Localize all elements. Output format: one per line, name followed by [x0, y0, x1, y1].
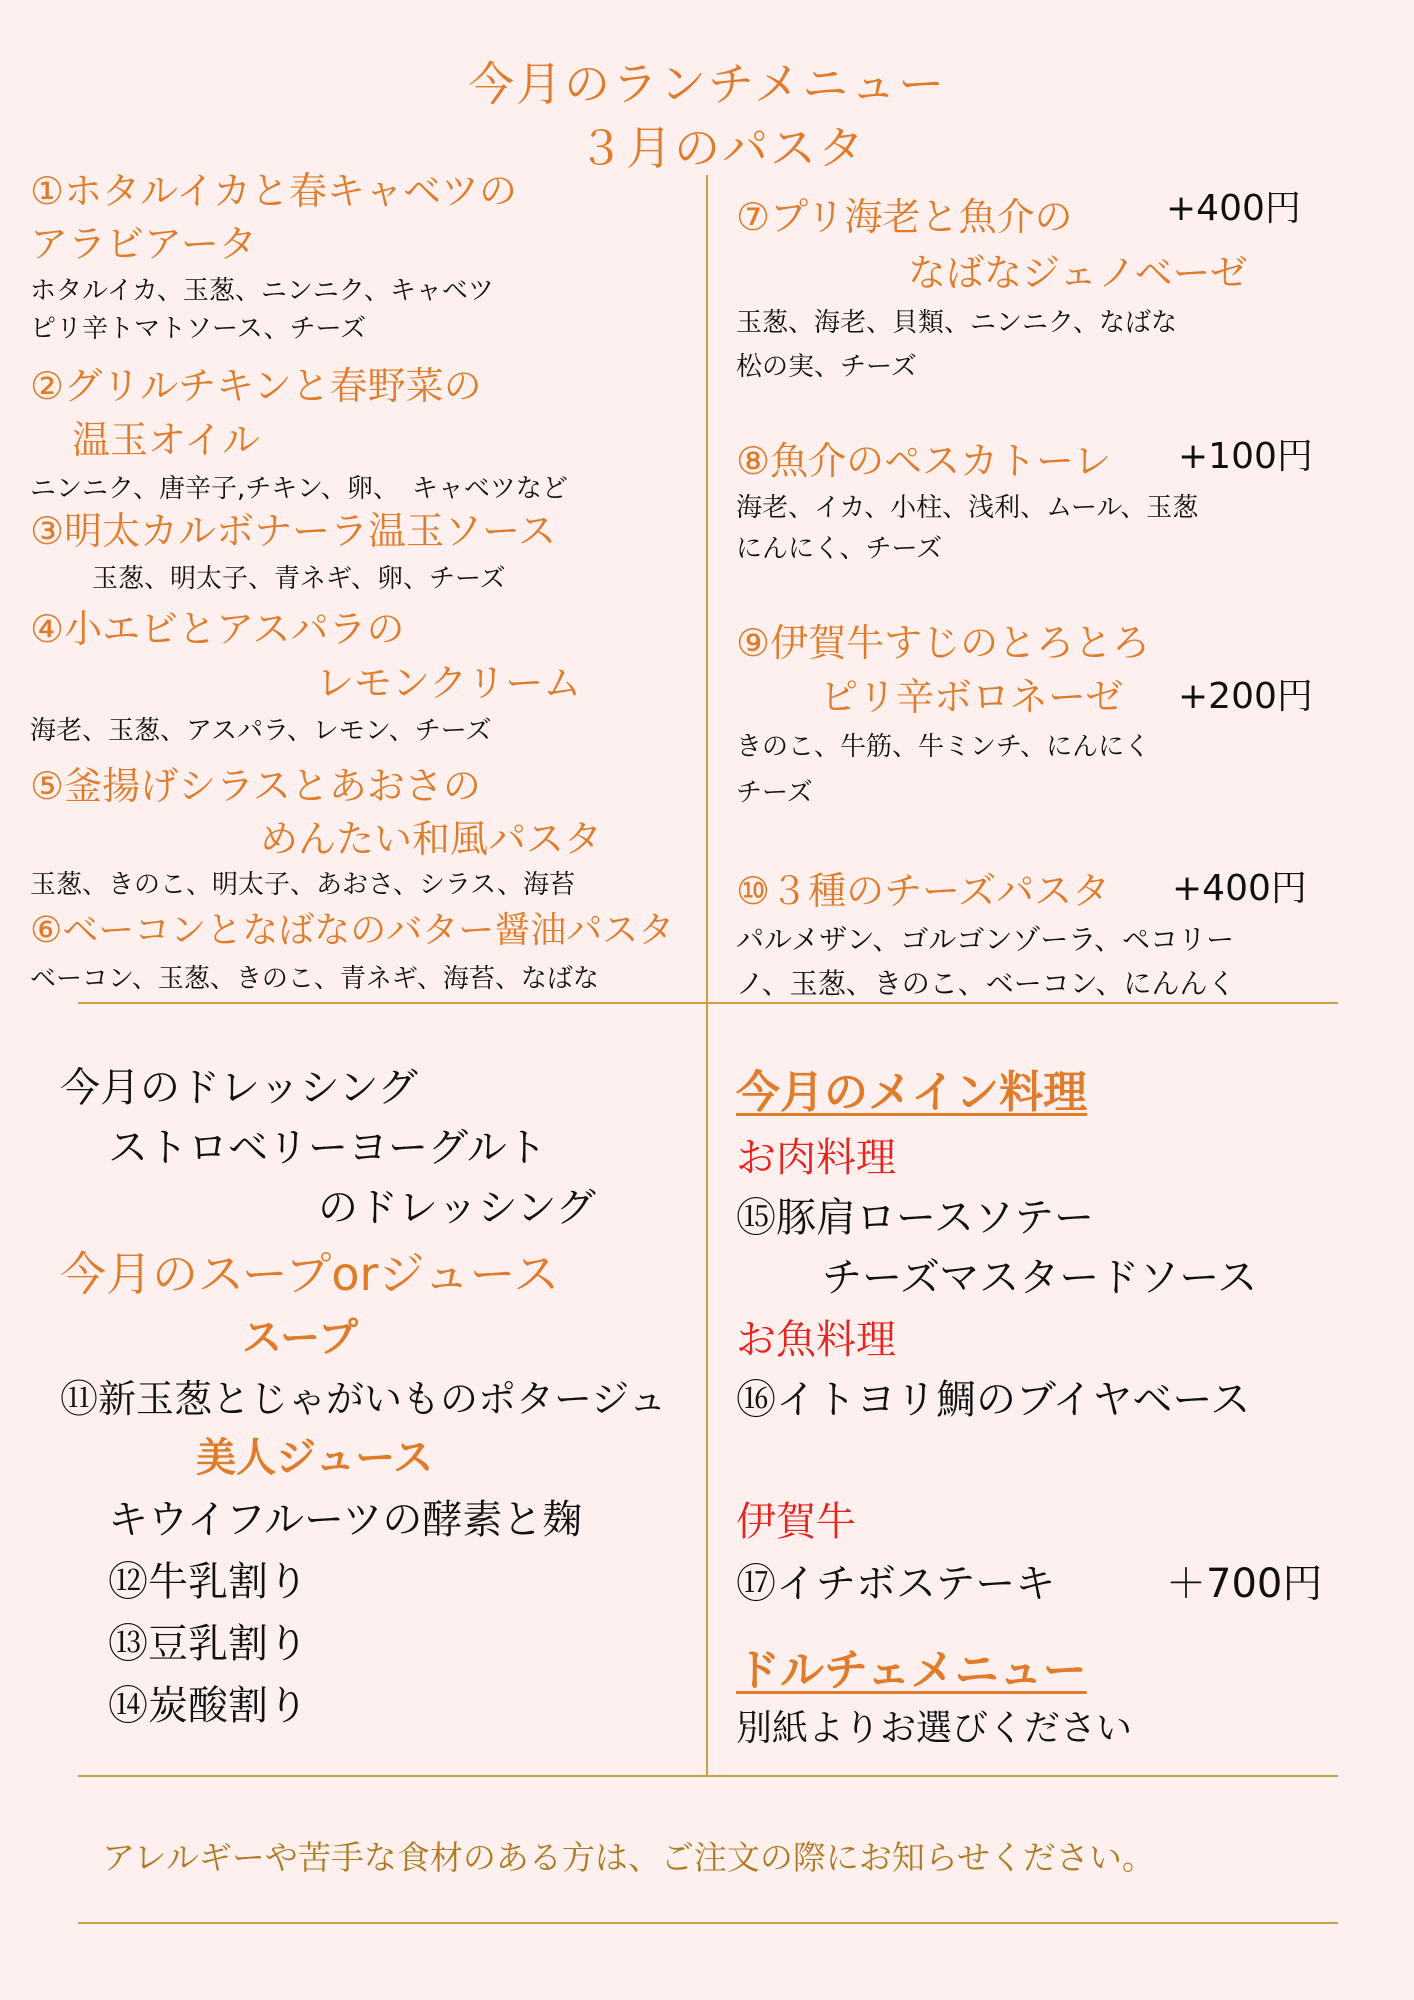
pasta-8-ingredients-line2: にんにく、チーズ [736, 534, 943, 564]
pasta-7-price: +400円 [1166, 188, 1301, 229]
pasta-5-ingredients: 玉葱、きのこ、明太子、あおさ、シラス、海苔 [30, 870, 575, 900]
soup-label: スープ [242, 1315, 358, 1361]
beef-item: ⑰イチボステーキ [736, 1561, 1056, 1607]
footer-divider [78, 1922, 1338, 1924]
juice-option-1: ⑫牛乳割り [108, 1559, 308, 1605]
juice-label: 美人ジュース [196, 1435, 434, 1481]
soup-juice-heading: 今月のスープorジュース [60, 1247, 560, 1301]
meat-label: お肉料理 [736, 1135, 896, 1181]
pasta-8-name: ⑧魚介のペスカトーレ [736, 439, 1112, 483]
pasta-9-price: +200円 [1178, 676, 1313, 717]
page-title: 今月のランチメニュー [468, 57, 947, 111]
pasta-4-name-line2: レモンクリーム [316, 661, 582, 705]
allergy-note: アレルギーや苦手な食材のある方は、ご注文の際にお知らせください。 [102, 1838, 1155, 1877]
dressing-line-1: ストロベリーヨーグルト [108, 1125, 547, 1171]
pasta-3-name: ③明太カルボナーラ温玉ソース [30, 509, 557, 553]
fish-item: ⑯イトヨリ鯛のブイヤベース [736, 1377, 1251, 1423]
juice-option-2: ⑬豆乳割り [108, 1621, 308, 1667]
pasta-8-price: +100円 [1178, 436, 1313, 477]
pasta-10-ingredients: パルメザン、ゴルゴンゾーラ、ペコリー [736, 923, 1235, 956]
pasta-5-name: ⑤釜揚げシラスとあおさの [30, 764, 481, 808]
pasta-6-name: ⑥ベーコンとなばなのバター醤油パスタ [30, 910, 675, 951]
pasta-7-ingredients: 玉葱、海老、貝類、ニンニク、なばな [736, 308, 1177, 338]
soup-item: ⑪新玉葱とじゃがいものポタージュ [60, 1377, 667, 1421]
pasta-2-name: ②グリルチキンと春野菜の [30, 364, 482, 408]
pasta-2-ingredients: ニンニク、唐辛子,チキン、卵、 キャベツなど [30, 474, 568, 504]
meat-item-line2: チーズマスタードソース [822, 1255, 1258, 1301]
pasta-7-name: ⑦プリ海老と魚介の [736, 195, 1073, 239]
dolce-note: 別紙よりお選びください [736, 1708, 1133, 1749]
beef-price: ＋700円 [1166, 1561, 1323, 1607]
pasta-4-name: ④小エビとアスパラの [30, 607, 405, 651]
pasta-1-ingredients: ホタルイカ、玉葱、ニンニク、キャベツ [30, 276, 494, 306]
pasta-6-ingredients: ベーコン、玉葱、きのこ、青ネギ、海苔、なばな [30, 964, 599, 994]
juice-description: キウイフルーツの酵素と麹 [108, 1497, 583, 1543]
beef-label: 伊賀牛 [736, 1499, 856, 1545]
pasta-4-ingredients: 海老、玉葱、アスパラ、レモン、チーズ [30, 716, 492, 746]
dolce-heading: ドルチェメニュー [736, 1645, 1087, 1696]
pasta-2-name-line2: 温玉オイル [72, 418, 261, 462]
pasta-3-ingredients: 玉葱、明太子、青ネギ、卵、チーズ [92, 564, 506, 594]
pasta-9-name-line2: ピリ辛ボロネーゼ [820, 675, 1124, 719]
pasta-10-name: ⑩３種のチーズパスタ [736, 869, 1111, 913]
section-divider-top [78, 1002, 1338, 1004]
dressing-line-2: のドレッシング [318, 1185, 596, 1231]
pasta-8-ingredients: 海老、イカ、小柱、浅利、ムール、玉葱 [736, 493, 1199, 523]
page-subtitle: ３月のパスタ [578, 121, 866, 175]
section-divider-bottom [78, 1775, 1338, 1777]
pasta-1-name: ①ホタルイカと春キャベツの [30, 169, 518, 213]
pasta-10-price: +400円 [1172, 868, 1307, 909]
pasta-1-ingredients-line2: ピリ辛トマトソース、チーズ [30, 314, 367, 344]
meat-item-line1: ⑮豚肩ロースソテー [736, 1195, 1094, 1241]
pasta-10-ingredients-line2: ノ、玉葱、きのこ、ベーコン、にんんく [736, 967, 1236, 1000]
pasta-9-ingredients: きのこ、牛筋、牛ミンチ、にんにく [736, 732, 1151, 762]
center-divider [706, 175, 708, 1775]
pasta-9-name: ⑨伊賀牛すじのとろとろ [736, 621, 1151, 665]
fish-label: お魚料理 [736, 1317, 896, 1363]
main-heading: 今月のメイン料理 [736, 1067, 1088, 1118]
pasta-7-name-line2: なばなジェノベーゼ [908, 251, 1248, 295]
juice-option-3: ⑭炭酸割り [108, 1683, 308, 1729]
pasta-1-name-line2: アラビアータ [30, 222, 257, 266]
pasta-5-name-line2: めんたい和風パスタ [260, 817, 603, 861]
pasta-9-ingredients-line2: チーズ [736, 778, 813, 808]
pasta-7-ingredients-line2: 松の実、チーズ [736, 352, 917, 382]
dressing-heading: 今月のドレッシング [60, 1065, 418, 1111]
